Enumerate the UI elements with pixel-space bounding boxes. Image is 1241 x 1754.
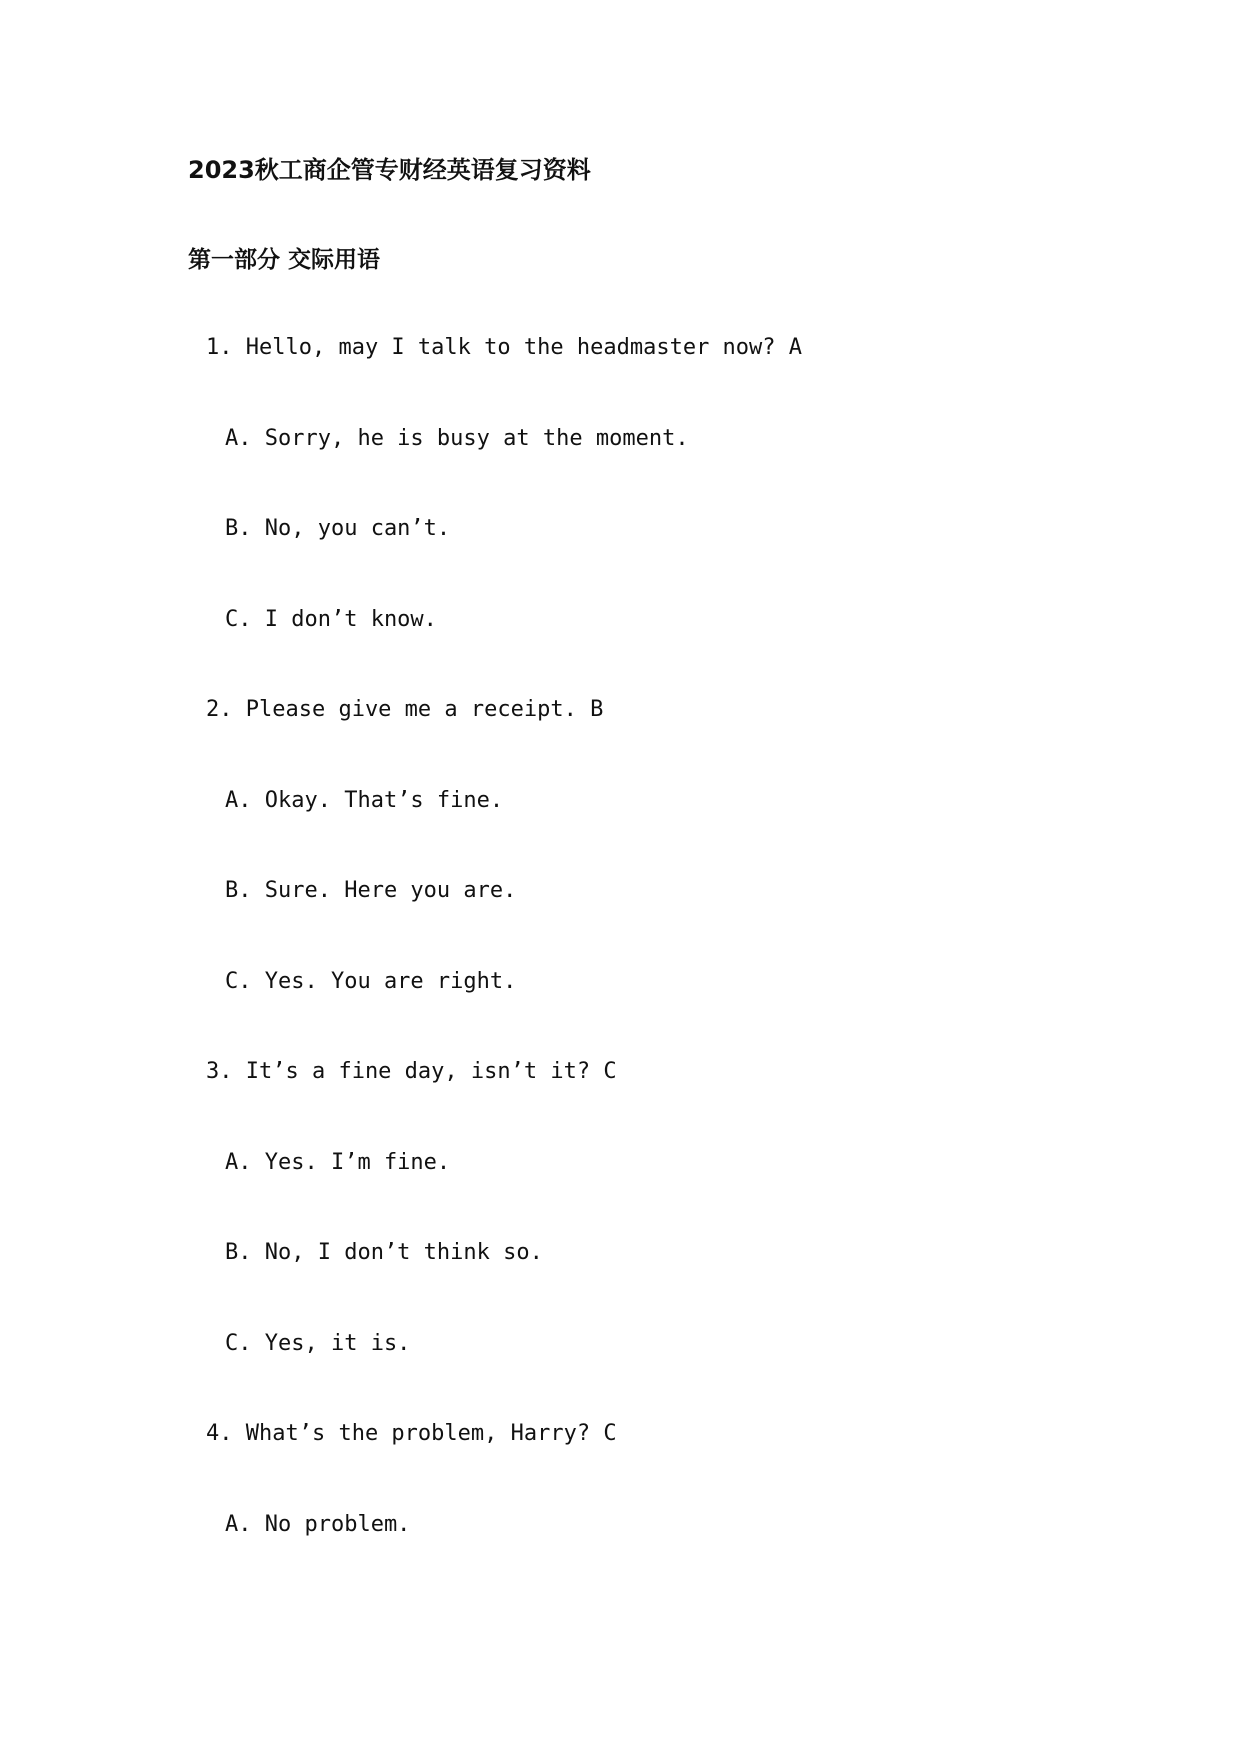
question-3-option-a: A. Yes. I’m fine. (225, 1150, 451, 1175)
question-2-option-b: B. Sure. Here you are. (225, 878, 517, 903)
document-title: 2023秋工商企管专财经英语复习资料 (188, 156, 591, 184)
question-4: 4. What’s the problem, Harry? C (206, 1421, 617, 1446)
question-1: 1. Hello, may I talk to the headmaster now? A (206, 335, 803, 360)
question-2-option-c: C. Yes. You are right. (225, 969, 517, 994)
question-1-option-b: B. No, you can’t. (225, 516, 451, 541)
question-1-option-a: A. Sorry, he is busy at the moment. (225, 426, 689, 451)
question-3: 3. It’s a fine day, isn’t it? C (206, 1059, 617, 1084)
question-3-option-c: C. Yes, it is. (225, 1331, 411, 1356)
question-1-option-c: C. I don’t know. (225, 607, 437, 632)
question-2: 2. Please give me a receipt. B (206, 697, 604, 722)
section-title: 第一部分 交际用语 (188, 247, 381, 273)
question-4-option-a: A. No problem. (225, 1512, 411, 1537)
question-3-option-b: B. No, I don’t think so. (225, 1240, 543, 1265)
question-2-option-a: A. Okay. That’s fine. (225, 788, 504, 813)
